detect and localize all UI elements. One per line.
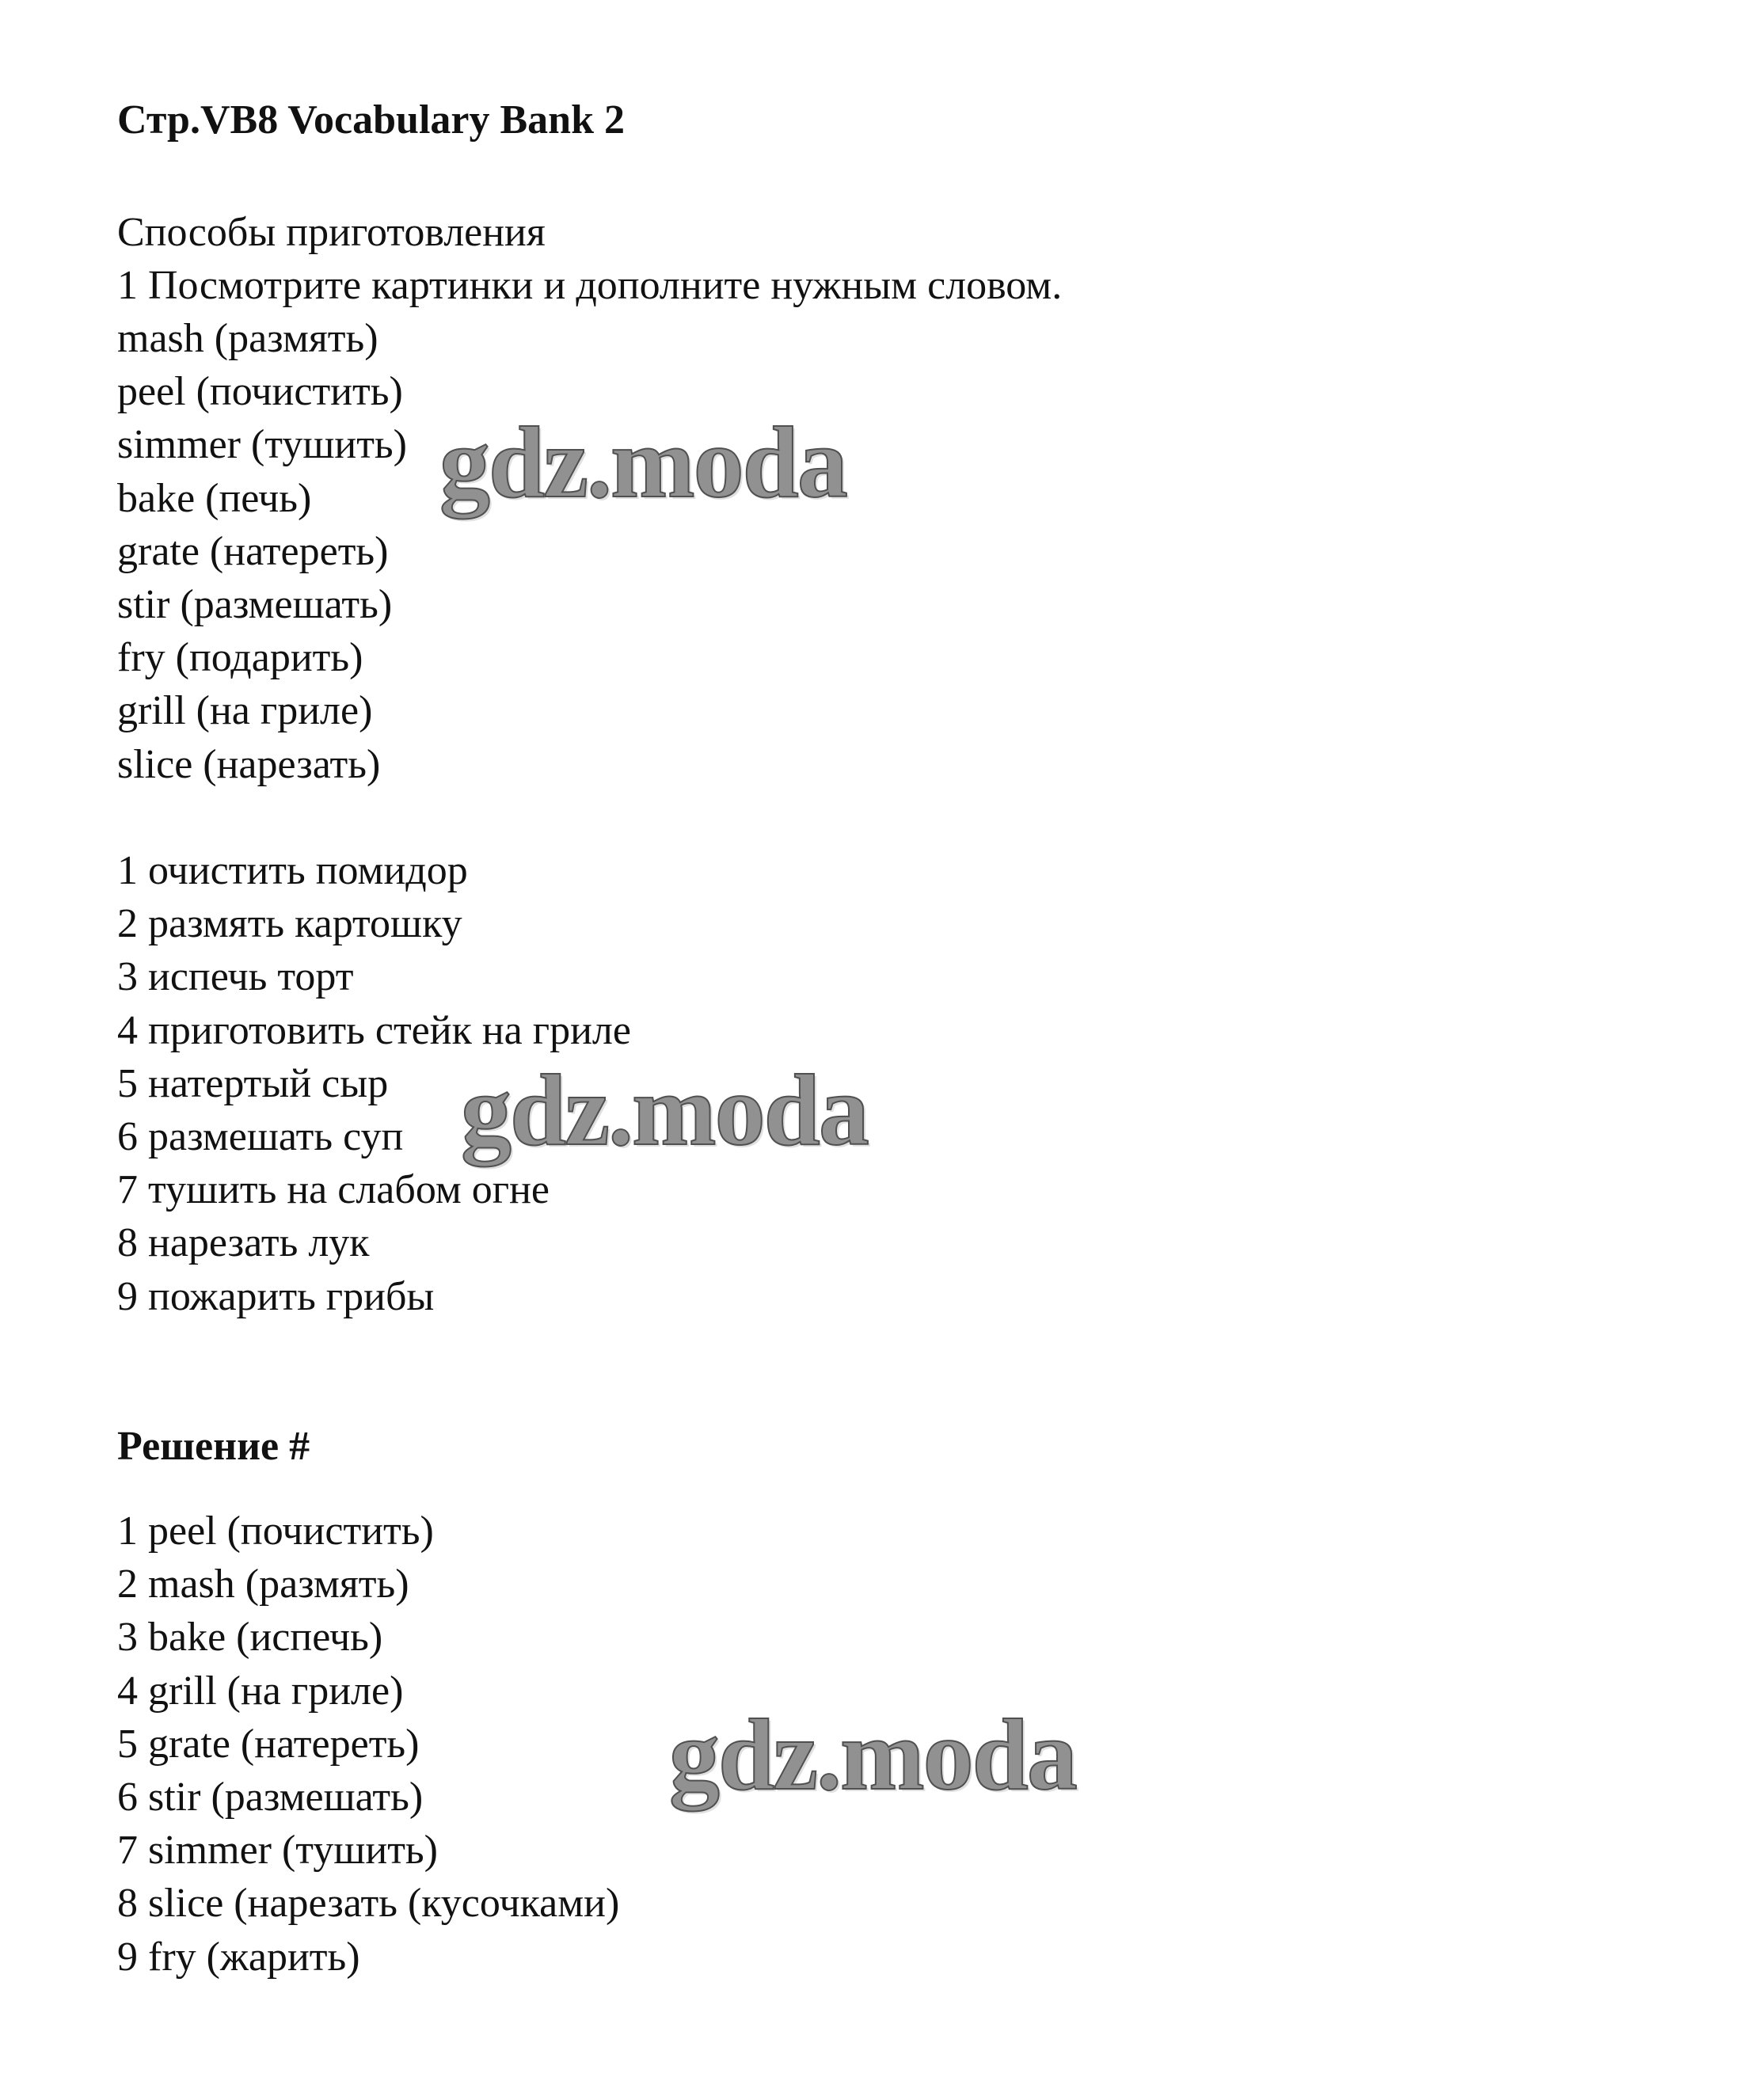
watermark-logo: gdz.moda (439, 406, 846, 519)
answer-item: 9 fry (жарить) (117, 1934, 360, 1980)
watermark-logo: gdz.moda (461, 1054, 868, 1166)
answer-item: 3 bake (испечь) (117, 1615, 383, 1661)
solution-heading: Решение # (117, 1424, 310, 1469)
task-item: 6 размешать суп (117, 1113, 404, 1159)
answer-item: 2 mash (размять) (117, 1562, 409, 1607)
task-item: 9 пожарить грибы (117, 1273, 435, 1319)
answer-item: 6 stir (размешать) (117, 1774, 424, 1820)
vocabulary-item: mash (размять) (117, 316, 378, 361)
vocabulary-item: slice (нарезать) (117, 741, 381, 787)
watermark-logo: gdz.moda (669, 1699, 1076, 1811)
section-title: Способы приготовления (117, 210, 546, 255)
vocabulary-item: simmer (тушить) (117, 422, 407, 468)
intro-block (117, 206, 1062, 312)
instruction-text: 1 Посмотрите картинки и дополните нужным словом. (117, 263, 1063, 309)
vocabulary-list (117, 312, 407, 791)
page-title: Стр.VB8 Vocabulary Bank 2 (117, 97, 626, 143)
task-item: 5 натертый сыр (117, 1060, 389, 1106)
answer-list (117, 1505, 619, 1984)
vocabulary-item: fry (подарить) (117, 635, 363, 681)
vocabulary-item: grate (натереть) (117, 528, 389, 574)
task-item: 3 испечь торт (117, 954, 354, 1000)
task-item: 7 тушить на слабом огне (117, 1167, 550, 1213)
answer-item: 7 simmer (тушить) (117, 1828, 438, 1874)
vocabulary-item: stir (размешать) (117, 581, 393, 627)
task-item: 1 очистить помидор (117, 848, 468, 893)
vocabulary-item: grill (на гриле) (117, 688, 373, 734)
answer-item: 5 grate (натереть) (117, 1721, 420, 1767)
task-item: 2 размять картошку (117, 901, 462, 947)
answer-item: 4 grill (на гриле) (117, 1668, 404, 1714)
task-item: 4 приготовить стейк на гриле (117, 1007, 631, 1053)
vocabulary-item: bake (печь) (117, 475, 312, 521)
task-item: 8 нарезать лук (117, 1220, 370, 1266)
vocabulary-item: peel (почистить) (117, 369, 403, 415)
answer-item: 8 slice (нарезать (кусочками) (117, 1881, 620, 1927)
answer-item: 1 peel (почистить) (117, 1508, 434, 1554)
